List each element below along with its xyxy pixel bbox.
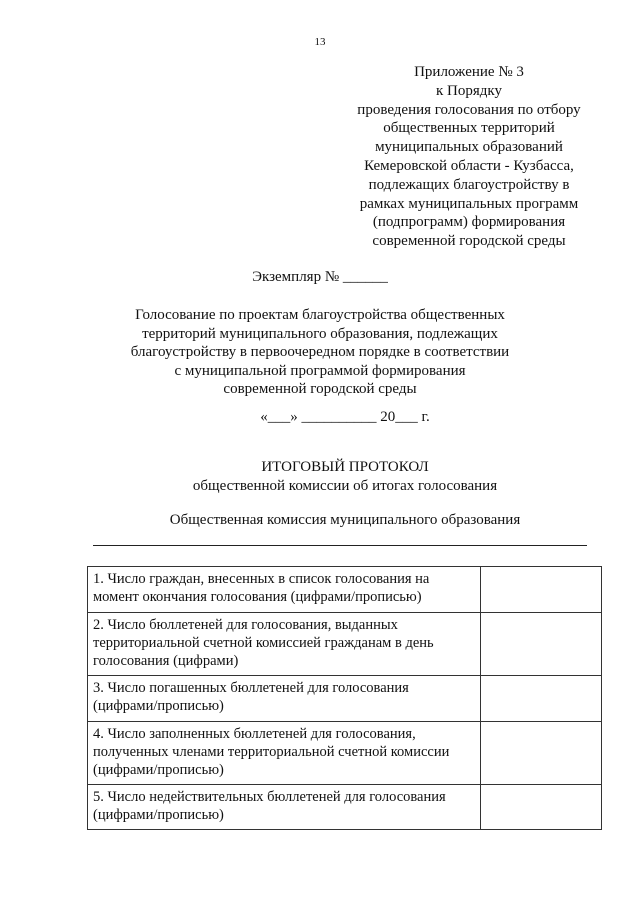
row-label: 4. Число заполненных бюллетеней для голосования, полученных членами территориальной счетной комиссии (цифрами/прописью) bbox=[88, 722, 481, 785]
appendix-line: подлежащих благоустройству в bbox=[368, 176, 570, 193]
commission-line: Общественная комиссия муниципального образования bbox=[169, 512, 521, 528]
appendix-line: общественных территорий bbox=[383, 120, 555, 137]
appendix-line: Приложение № 3 bbox=[414, 64, 524, 80]
voting-title-line: Голосование по проектам благоустройства общественных bbox=[135, 307, 505, 323]
appendix-line: современной городской среды bbox=[372, 233, 566, 250]
table-row bbox=[88, 722, 602, 785]
row-label: 5. Число недействительных бюллетеней для голосования (цифрами/прописью) bbox=[88, 785, 481, 830]
row-value-cell[interactable] bbox=[481, 722, 602, 785]
appendix-header bbox=[338, 63, 600, 251]
row-label: 2. Число бюллетеней для голосования, выданных территориальной счетной комиссией гражданам в день голосования (цифрами) bbox=[88, 613, 481, 676]
row-value-cell[interactable] bbox=[481, 613, 602, 676]
appendix-line: Кемеровской области - Кузбасса, bbox=[364, 157, 574, 174]
voting-title-line: благоустройству в первоочередном порядке в соответствии bbox=[130, 344, 510, 361]
appendix-line: рамках муниципальных программ bbox=[359, 195, 579, 212]
page-number: 13 bbox=[314, 36, 326, 48]
voting-title bbox=[0, 306, 640, 399]
protocol-heading bbox=[0, 458, 640, 496]
appendix-line: муниципальных образований bbox=[375, 139, 563, 156]
table-row bbox=[88, 567, 602, 613]
blank-fill-line bbox=[93, 545, 587, 546]
voting-title-line: современной городской среды bbox=[223, 381, 417, 398]
protocol-title: ИТОГОВЫЙ ПРОТОКОЛ bbox=[261, 459, 429, 475]
table-row bbox=[88, 613, 602, 676]
table-row bbox=[88, 676, 602, 722]
row-label: 3. Число погашенных бюллетеней для голосования (цифрами/прописью) bbox=[88, 676, 481, 722]
appendix-line: проведения голосования по отбору bbox=[357, 101, 581, 118]
row-value-cell[interactable] bbox=[481, 676, 602, 722]
date-line: «___» __________ 20___ г. bbox=[260, 409, 430, 425]
row-value-cell[interactable] bbox=[481, 785, 602, 830]
appendix-line: (подпрограмм) формирования bbox=[372, 214, 566, 231]
voting-title-line: территорий муниципального образования, подлежащих bbox=[142, 325, 498, 342]
results-table bbox=[87, 566, 602, 830]
appendix-line: к Порядку bbox=[436, 82, 502, 99]
row-label: 1. Число граждан, внесенных в список голосования на момент окончания голосования (цифрами/прописью) bbox=[88, 567, 481, 613]
voting-title-line: с муниципальной программой формирования bbox=[174, 362, 466, 379]
table-row bbox=[88, 785, 602, 830]
copy-number-line: Экземпляр № ______ bbox=[252, 269, 388, 285]
protocol-subtitle: общественной комиссии об итогах голосования bbox=[192, 478, 498, 494]
row-value-cell[interactable] bbox=[481, 567, 602, 613]
